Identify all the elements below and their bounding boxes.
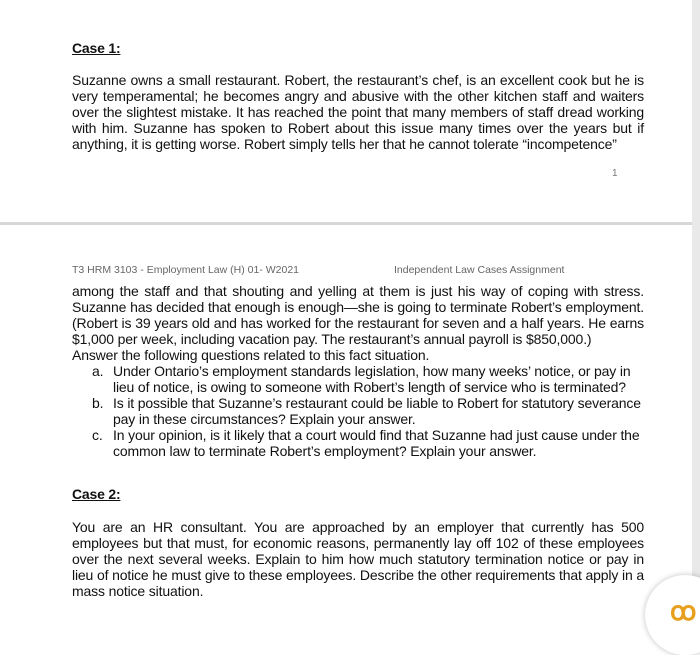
- questions-instruction: Answer the following questions related to this fact situation.: [72, 347, 430, 363]
- page-1: [0, 0, 692, 222]
- question-text: Under Ontario’s employment standards legislation, how many weeks’ notice, or pay in lieu of notice, is owing to someone with Robert’s length of service who is terminated?: [113, 363, 631, 395]
- help-bubble-icon[interactable]: ꝏ: [670, 596, 697, 626]
- page-number: 1: [612, 168, 618, 179]
- course-header: T3 HRM 3103 - Employment Law (H) 01- W2021: [72, 264, 299, 276]
- case-1-continuation: among the staff and that shouting and yelling at them is just his way of coping with stress. Suzanne has decided that enough is enough—she is going to terminate Robert’s employment. (Robert is 39 years old and has worked for the restaurant for seven and a half years. He earns $1,000 per week, including vacation pay. The restaurant’s annual payroll is $850,000.): [72, 283, 644, 347]
- question-item: [92, 395, 644, 427]
- question-marker: b.: [92, 395, 104, 411]
- assignment-header: Independent Law Cases Assignment: [394, 264, 565, 276]
- question-marker: a.: [92, 363, 104, 379]
- scroll-edge: [692, 0, 700, 626]
- question-text: Is it possible that Suzanne’s restaurant could be liable to Robert for statutory severance pay in these circumstances? Explain your answer.: [113, 395, 641, 427]
- question-list: [92, 363, 644, 459]
- question-marker: c.: [92, 427, 103, 443]
- case-2-heading: Case 2:: [72, 486, 121, 502]
- question-item: [92, 363, 644, 395]
- case-1-heading: Case 1:: [72, 40, 121, 56]
- case-1-paragraph: Suzanne owns a small restaurant. Robert, the restaurant’s chef, is an excellent cook but he is very temperamental; he becomes angry and abusive with the other kitchen staff and waiters over the slightest mistake. It has reached the point that many members of staff dread working with him. Suzanne has spoken to Robert about this issue many times over the years but if anything, it is getting worse. Robert simply tells her that he cannot tolerate “incompetence”: [72, 72, 644, 152]
- case-2-paragraph: You are an HR consultant. You are approached by an employer that currently has 500 employees but that must, for economic reasons, permanently lay off 102 of these employees over the next several weeks. Explain to him how much statutory termination notice or pay in lieu of notice he must give to these employees. Describe the other requirements that apply in a mass notice situation.: [72, 519, 644, 599]
- page-2: [0, 225, 692, 626]
- question-item: [92, 427, 644, 459]
- question-text: In your opinion, is it likely that a court would find that Suzanne had just cause under the common law to terminate Robert’s employment? Explain your answer.: [113, 427, 640, 459]
